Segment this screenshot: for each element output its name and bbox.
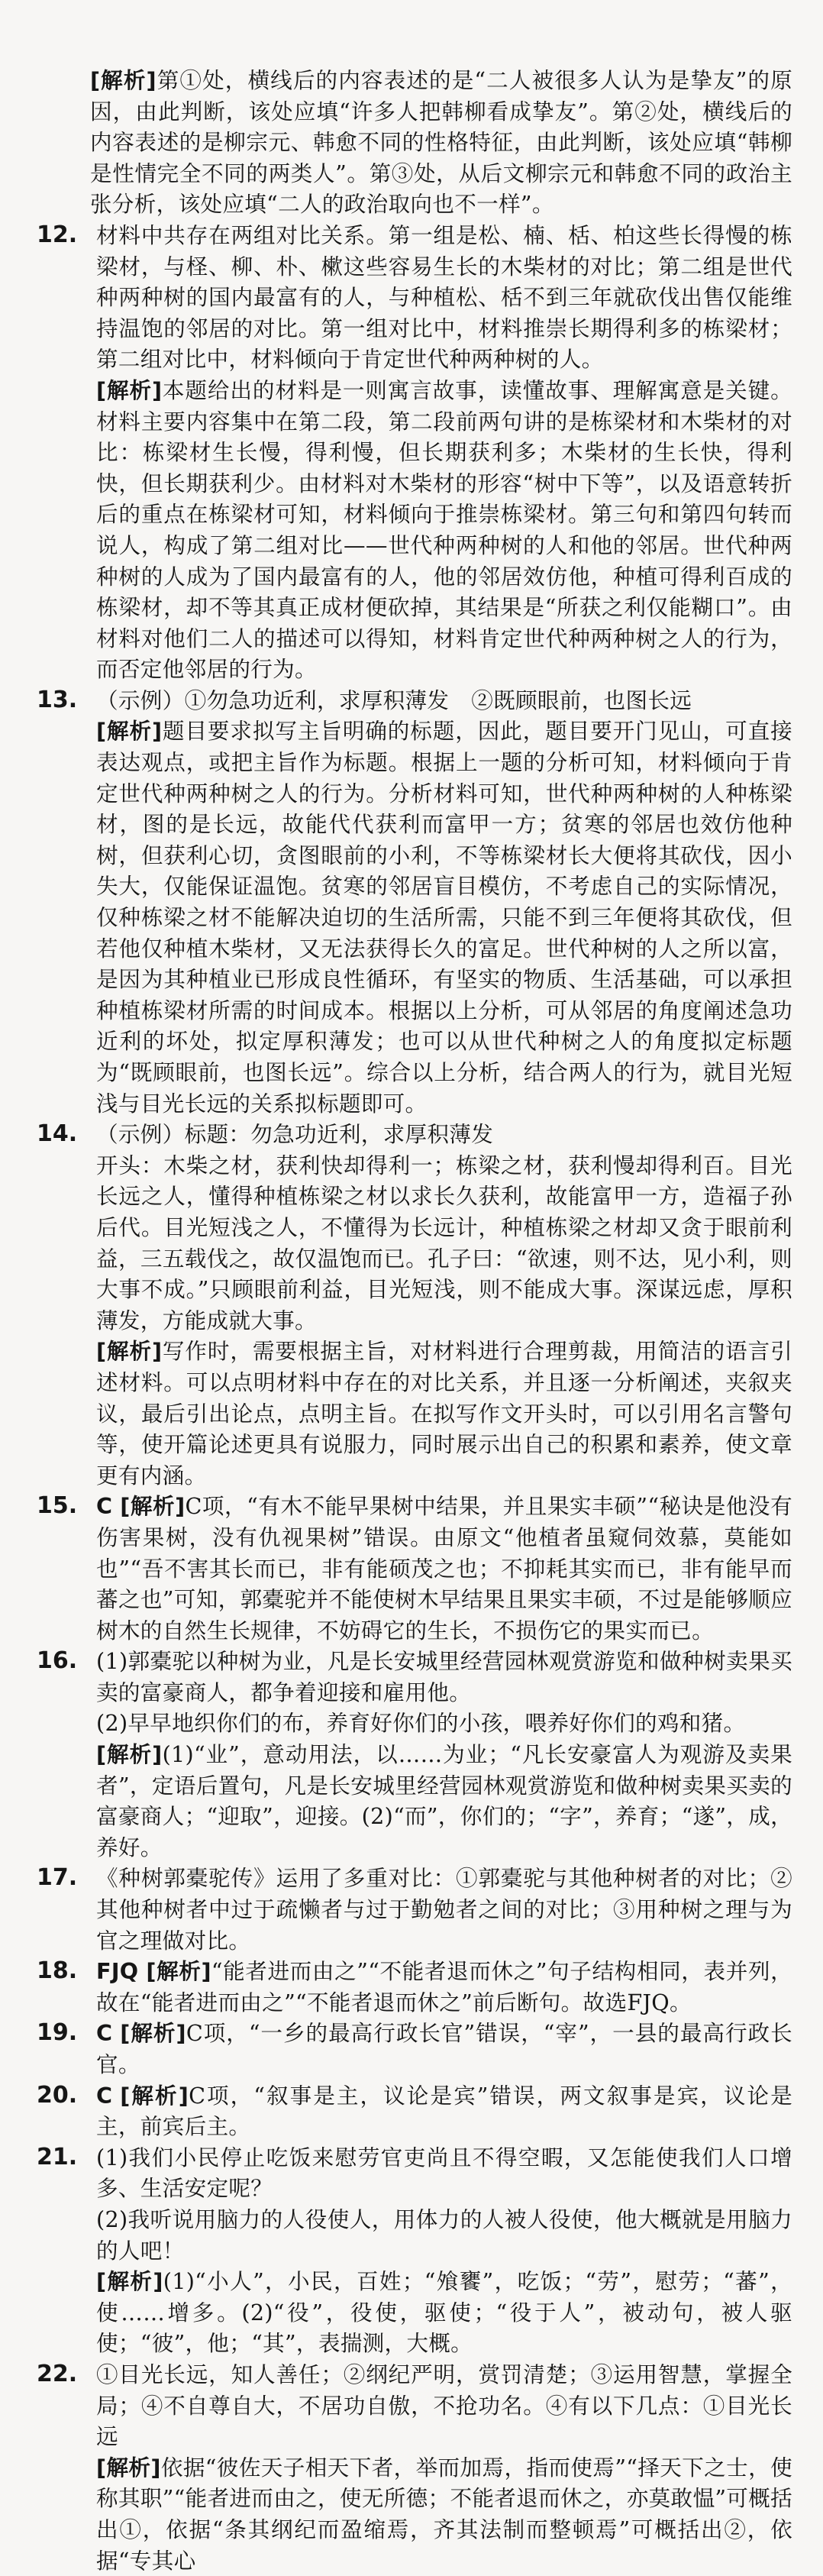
answer-item [31, 2142, 792, 2359]
item-number: 16. [37, 1647, 78, 1675]
analysis-tag: [解析] [90, 67, 157, 93]
item-paragraph [96, 1491, 792, 1646]
answer-item [31, 1646, 792, 1863]
item-number: 12. [37, 221, 78, 248]
item-paragraph [96, 2080, 792, 2142]
item-paragraph [96, 2359, 792, 2452]
paragraph-text: 《种树郭橐驼传》运用了多重对比：①郭橐驼与其他种树者的对比；②其他种树者中过于疏懒者与过于勤勉者之间的对比；③用种树之理与为官之理做对比。 [96, 1865, 792, 1954]
analysis-tag: [解析] [96, 1338, 163, 1365]
item-body [96, 1646, 792, 1863]
item-number: 15. [37, 1492, 78, 1520]
paragraph-text: 材料中共存在两组对比关系。第一组是松、楠、栝、柏这些长得慢的栋梁材，与柽、柳、朴、樕这些容易生长的木柴材的对比；第二组是世代种两种树的国内最富有的人，与种植松、栝不到三年就砍伐出售仅能维持温饱的邻居的对比。第一组对比中，材料推崇长期得利多的栋梁材；第二组对比中，材料倾向于肯定世代种两种树的人。 [96, 221, 792, 373]
item-paragraph [96, 2204, 792, 2266]
paragraph-text: （示例）①勿急功近利，求厚积薄发 ②既顾眼前，也图长远 [96, 687, 692, 713]
item-paragraph [96, 1336, 792, 1491]
item-paragraph [96, 2452, 792, 2576]
item-body [96, 1491, 792, 1646]
paragraph-text: (1)我们小民停止吃饭来慰劳官吏尚且不得空暇，又怎能使我们人口增多、生活安定呢？ [96, 2144, 792, 2202]
item-body [96, 2080, 792, 2142]
item-paragraph [96, 1646, 792, 1708]
item-number: 18. [37, 1957, 78, 1985]
analysis-tag: [解析] [96, 718, 163, 745]
item-number: 21. [37, 2143, 78, 2170]
answer-item [31, 1119, 792, 1491]
item-number: 19. [37, 2019, 78, 2047]
item-paragraph [96, 716, 792, 1119]
paragraph-text: C项，“叙事是主，议论是宾”错误，两文叙事是宾，议论是主，前宾后主。 [96, 2082, 793, 2140]
analysis-tag: [解析] [96, 2268, 163, 2295]
paragraph-text: (1)“小人”，小民，百姓；“飧饔”，吃饭；“劳”，慰劳；“蕃”，使……增多。(2)“役”，役使，驱使；“役于人”，被动句，被人驱使；“彼”，他；“其”，表揣测，大概。 [96, 2268, 792, 2357]
paragraph-text: 依据“彼佐天子相天下者，举而加焉，指而使焉”“择天下之士，使称其职”“能者进而由之，使无所德；不能者退而休之，亦莫敢愠”可概括出①，依据“条其纲纪而盈缩焉，齐其法制而整顿焉”可概括出②，依据“专其心 [96, 2454, 793, 2574]
item-paragraph [96, 1956, 792, 2018]
answer-item [31, 1491, 792, 1646]
answer-item [31, 1863, 792, 1956]
paragraph-text: ①目光长远，知人善任；②纲纪严明，赏罚清楚；③运用智慧，掌握全局；④不自尊自大，不居功自傲，不抢功名。④有以下几点：①目光长远 [96, 2361, 792, 2450]
item-body [96, 685, 792, 1119]
analysis-tag: [解析] [120, 2020, 186, 2047]
answer-choice: C [96, 1493, 113, 1520]
item-paragraph [96, 1739, 792, 1863]
item-body [96, 2018, 792, 2080]
item-number: 17. [37, 1864, 78, 1892]
analysis-tag: [解析] [146, 1958, 211, 1985]
paragraph-text: 题目要求拟写主旨明确的标题，因此，题目要开门见山，可直接表达观点，或把主旨作为标题。根据上一题的分析可知，材料倾向于肯定世代种两种树之人的行为。分析材料可知，世代种两种树的人种栋梁材，图的是长远，故能代代获利而富甲一方；贫寒的邻居也效仿他种树，但获利心切，贪图眼前的小利，不等栋梁材长大便将其砍伐，因小失大，仅能保证温饱。贫寒的邻居盲目模仿，不考虑自己的实际情况，仅种栋梁之材不能解决迫切的生活所需，只能不到三年便将其砍伐，但若他仅种植木柴材，又无法获得长久的富足。世代种树的人之所以富，是因为其种植业已形成良性循环，有坚实的物质、生活基础，可以承担种植栋梁材所需的时间成本。根据以上分析，可从邻居的角度阐述急功近利的坏处，拟定厚积薄发；也可以从世代种树之人的角度拟定标题为“既顾眼前，也图长远”。综合以上分析，结合两人的行为，就目光短浅与目光长远的关系拟标题即可。 [96, 718, 792, 1117]
item-paragraph [96, 1863, 792, 1956]
item-number: 14. [37, 1120, 78, 1148]
answer-choice: C [96, 2020, 113, 2047]
analysis-tag: [解析] [120, 2082, 189, 2109]
item-body [96, 1119, 792, 1491]
paragraph-text: 开头：木柴之材，获利快却得利一；栋梁之材，获利慢却得利百。目光长远之人，懂得种植栋梁之材以求长久获利，故能富甲一方，造福子孙后代。目光短浅之人，不懂得为长远计，种植栋梁之材却又贪于眼前利益，三五载伐之，故仅温饱而已。孔子曰：“欲速，则不达，见小利，则大事不成。”只顾眼前利益，目光短浅，则不能成大事。深谋远虑，厚积薄发，方能成就大事。 [96, 1152, 792, 1333]
analysis-tag: [解析] [96, 377, 163, 403]
answer-item [31, 685, 792, 1119]
paragraph-text: 本题给出的材料是一则寓言故事，读懂故事、理解寓意是关键。材料主要内容集中在第二段，第二段前两句讲的是栋梁材和木柴材的对比：栋梁材生长慢，得利慢，但长期获利多；木柴材的生长快，得利快，但长期获利少。由材料对木柴材的形容“树中下等”，以及语意转折后的重点在栋梁材可知，材料倾向于推崇栋梁材。第三句和第四句转而说人，构成了第二组对比——世代种两种树的人和他的邻居。世代种两种树的人成为了国内最富有的人，他的邻居效仿他，种植可得利百成的栋梁材，却不等其真正成材便砍掉，其结果是“所获之利仅能糊口”。由材料对他们二人的描述可以得知，材料肯定世代种两种树之人的行为，而否定他邻居的行为。 [96, 377, 792, 683]
item-paragraph [96, 1119, 792, 1150]
item-number: 13. [37, 686, 78, 713]
answer-item [31, 1956, 792, 2018]
analysis-text: 第①处，横线后的内容表述的是“二人被很多人认为是挚友”的原因，由此判断，该处应填“许多人把韩柳看成挚友”。第②处，横线后的内容表述的是柳宗元、韩愈不同的性格特征，由此判断，该处应填“韩柳是性情完全不同的两类人”。第③处，从后文柳宗元和韩愈不同的政治主张分析，该处应填“二人的政治取向也不一样”。 [90, 67, 792, 218]
paragraph-text: (2)我听说用脑力的人役使人，用体力的人被人役使，他大概就是用脑力的人吧！ [96, 2206, 792, 2264]
answer-choice: FJQ [96, 1958, 139, 1985]
item-paragraph [96, 220, 792, 375]
paragraph-text: (1)郭橐驼以种树为业，凡是长安城里经营园林观赏游览和做种树卖果买卖的富豪商人，都争着迎接和雇用他。 [96, 1648, 792, 1705]
paragraph-text: 写作时，需要根据主旨，对材料进行合理剪裁，用简洁的语言引述材料。可以点明材料中存在的对比关系，并且逐一分析阐述，夹叙夹议，最后引出论点，点明主旨。在拟写作文开头时，可以引用名言警句等，使开篇论述更具有说服力，同时展示出自己的积累和素养，使文章更有内涵。 [96, 1338, 792, 1488]
paragraph-text: C项，“有木不能早果树中结果，并且果实丰硕”“秘诀是他没有伤害果树，没有仇视果树”错误。由原文“他植者虽窥伺效慕，莫能如也”“吾不害其长而已，非有能硕茂之也；不抑耗其实而已，非有能早而蕃之也”可知，郭橐驼并不能使树木早结果且果实丰硕，不过是能够顺应树木的自然生长规律，不妨碍它的生长，不损伤它的果实而已。 [96, 1493, 792, 1644]
item-paragraph [96, 685, 792, 716]
answer-item [31, 2018, 792, 2080]
answer-item [31, 220, 792, 685]
paragraph-text: (2)早早地织你们的布，养育好你们的小孩，喂养好你们的鸡和猪。 [96, 1710, 746, 1737]
item-paragraph [96, 1708, 792, 1739]
answer-item [31, 2359, 792, 2576]
item-paragraph [96, 2266, 792, 2359]
paragraph-text: “能者进而由之”“不能者退而休之”句子结构相同，表并列，故在“能者进而由之”“不能者退而休之”前后断句。故选FJQ。 [96, 1958, 792, 2015]
item-body [96, 1956, 792, 2018]
item-paragraph [96, 2018, 792, 2080]
analysis-tag: [解析] [96, 1741, 163, 1768]
item-paragraph [96, 2142, 792, 2204]
item-body [96, 2359, 792, 2576]
answer-choice: C [96, 2082, 113, 2109]
item-body [96, 2142, 792, 2359]
item-paragraph [96, 375, 792, 685]
paragraph-text: （示例）标题：勿急功近利，求厚积薄发 [96, 1121, 494, 1148]
item-paragraph [96, 1150, 792, 1336]
item-number: 20. [37, 2081, 78, 2109]
paragraph-text: C项，“一乡的最高行政长官”错误，“宰”，一县的最高行政长官。 [96, 2020, 792, 2077]
item-number: 22. [37, 2360, 78, 2387]
analysis-tag: [解析] [96, 2454, 161, 2481]
answer-list [31, 220, 792, 2576]
paragraph-text: (1)“业”，意动用法，以……为业；“凡长安豪富人为观游及卖果者”，定语后置句，凡是长安城里经营园林观赏游览和做种树卖果买卖的富豪商人；“迎取”，迎接。(2)“而”，你们的；“字”，养育；“遂”，成，养好。 [96, 1741, 792, 1860]
item-body [96, 1863, 792, 1956]
item-body [96, 220, 792, 685]
analysis-tag: [解析] [120, 1493, 186, 1520]
answer-item [31, 2080, 792, 2142]
intro-analysis [31, 65, 792, 220]
